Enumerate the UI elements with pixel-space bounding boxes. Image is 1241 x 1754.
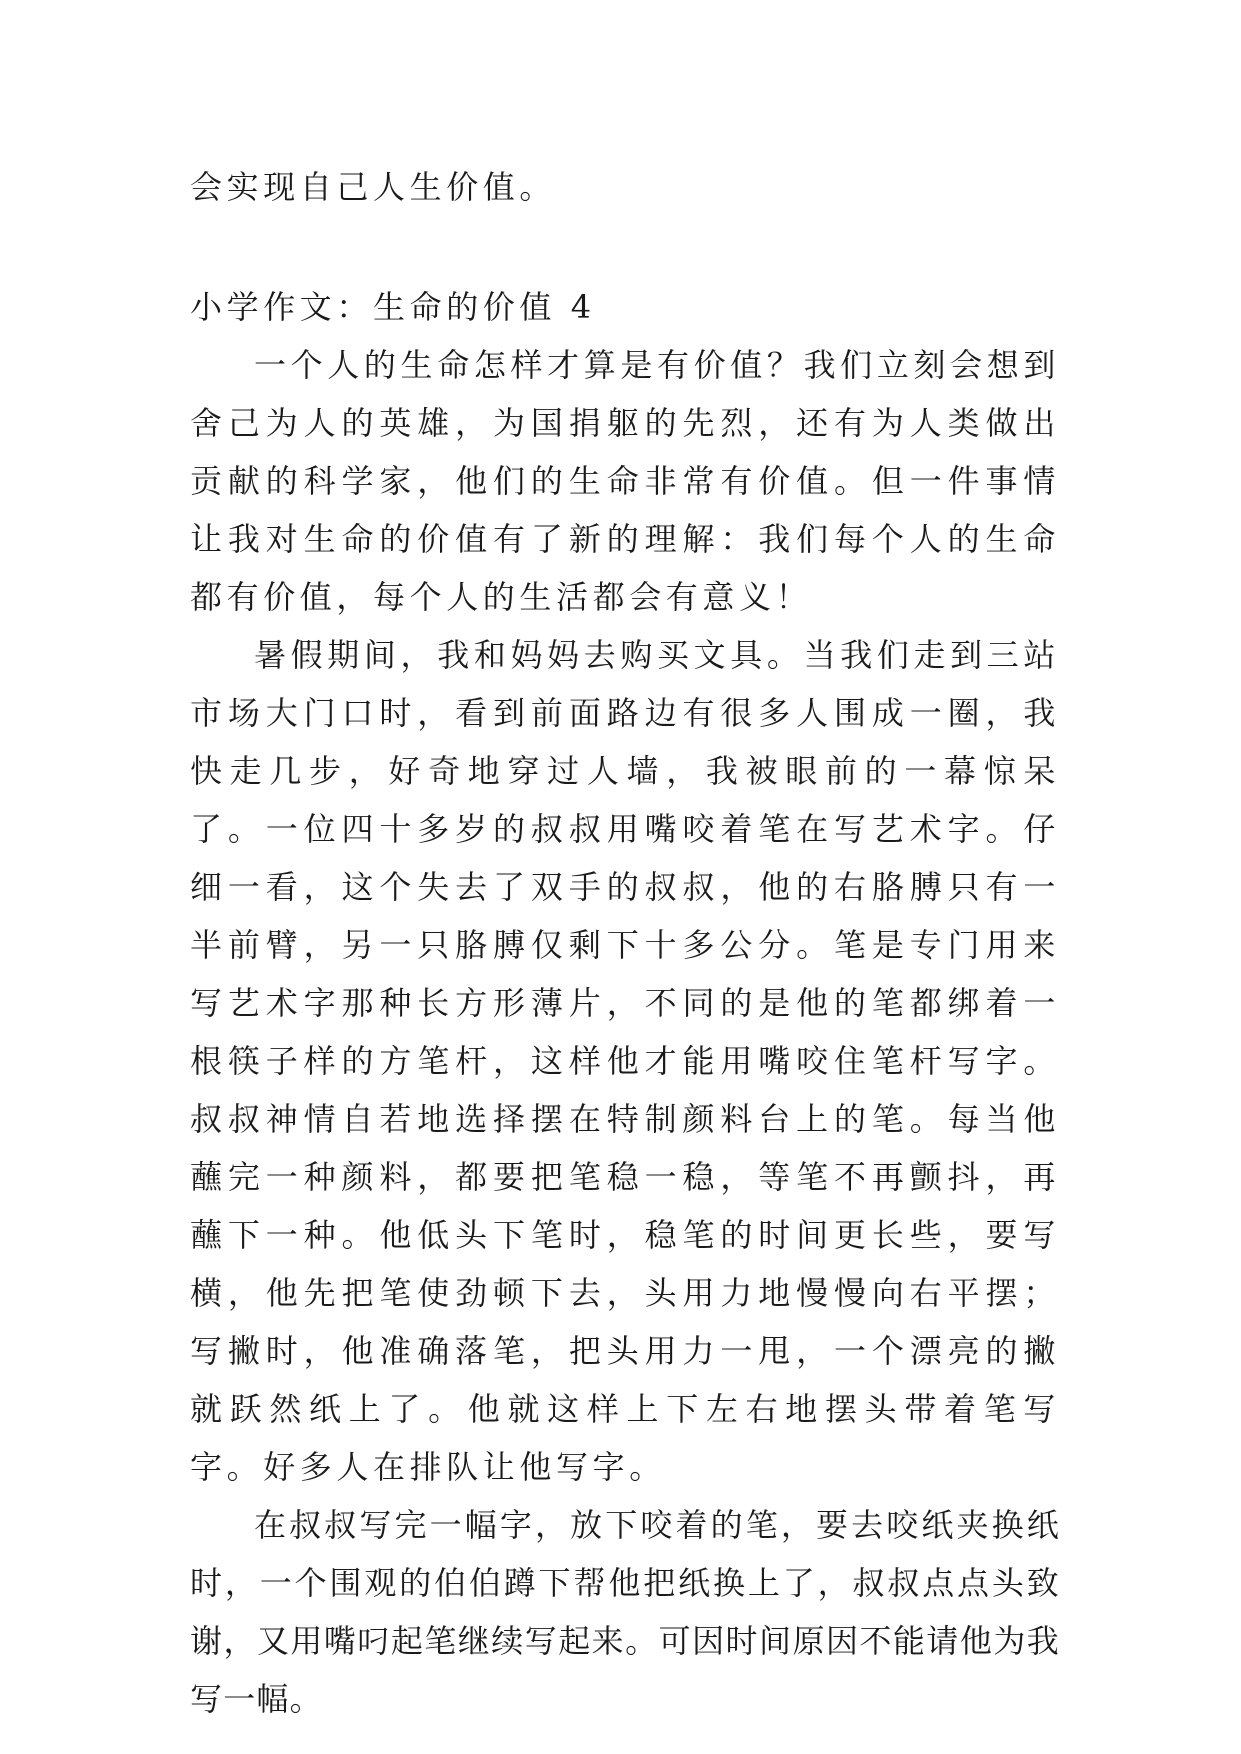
paragraph-1: 一个人的生命怎样才算是有价值？我们立刻会想到舍己为人的英雄，为国捐躯的先烈，还有为人类做出贡献的科学家，他们的生命非常有价值。但一件事情让我对生命的价值有了新的理解：我们每个人的生命都有价值，每个人的生活都会有意义！ xyxy=(190,346,1060,616)
paragraph-2: 暑假期间，我和妈妈去购买文具。当我们走到三站市场大门口时，看到前面路边有很多人围成一圈，我快走几步，好奇地穿过人墙，我被眼前的一幕惊呆了。一位四十多岁的叔叔用嘴咬着笔在写艺术字。仔细一看，这个失去了双手的叔叔，他的右胳膊只有一半前臂，另一只胳膊仅剩下十多公分。笔是专门用来写艺术字那种长方形薄片，不同的是他的笔都绑着一根筷子样的方笔杆，这样他才能用嘴咬住笔杆写字。叔叔神情自若地选择摆在特制颜料台上的笔。每当他蘸完一种颜料，都要把笔稳一稳，等笔不再颤抖，再蘸下一种。他低头下笔时，稳笔的时间更长些，要写横，他先把笔使劲顿下去，头用力地慢慢向右平摆；写撇时，他准确落笔，把头用力一甩，一个漂亮的撇就跃然纸上了。他就这样上下左右地摆头带着笔写字。好多人在排队让他写字。 xyxy=(190,636,1060,1486)
essay-title: 小学作文：生命的价值 4 xyxy=(190,288,596,326)
continuation-text: 会实现自己人生价值。 xyxy=(190,168,557,206)
essay-body xyxy=(190,336,1060,1728)
paragraph-3: 在叔叔写完一幅字，放下咬着的笔，要去咬纸夹换纸时，一个围观的伯伯蹲下帮他把纸换上了，叔叔点点头致谢，又用嘴叼起笔继续写起来。可因时间原因不能请他为我写一幅。 xyxy=(190,1506,1060,1718)
